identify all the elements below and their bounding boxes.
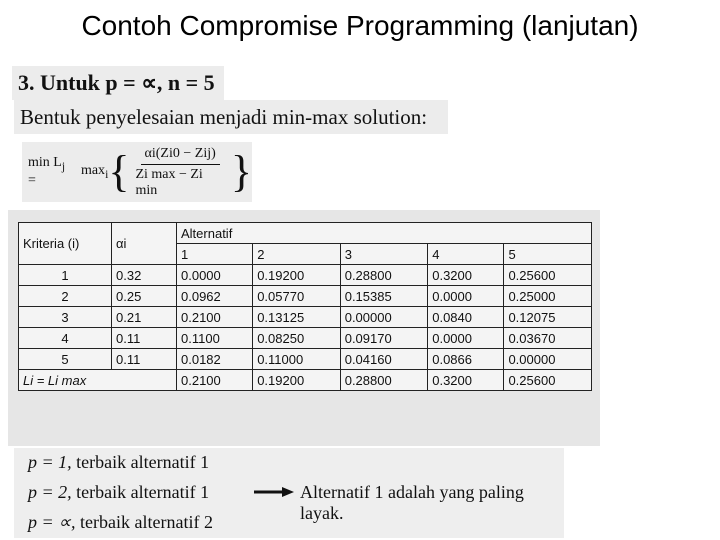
- formula-max: $\max_i$: [80, 163, 109, 181]
- footer-label: Li = Li max: [19, 370, 177, 391]
- header-alpha: αi: [112, 223, 177, 265]
- header-alt-3: 3: [340, 244, 428, 265]
- header-alt-1: 1: [177, 244, 253, 265]
- header-criteria: Kriteria (i): [19, 223, 112, 265]
- formula-denominator: Zi max − Zi min: [135, 166, 203, 198]
- formula-lhs: $\min L_j$ =: [28, 155, 66, 188]
- header-alt-5: 5: [504, 244, 592, 265]
- table-row: 4 0.11 0.1100 0.08250 0.09170 0.0000 0.03670: [19, 328, 592, 349]
- table-footer-row: Li = Li max 0.2100 0.19200 0.28800 0.3200 0.25600: [19, 370, 592, 391]
- table-row: 1 0.32 0.0000 0.19200 0.28800 0.3200 0.25600: [19, 265, 592, 286]
- page-title: Contoh Compromise Programming (lanjutan): [81, 10, 639, 41]
- subtitle: Bentuk penyelesaian menjadi min-max solution:: [14, 100, 448, 134]
- results-table: [18, 222, 592, 391]
- results-table-scan: [8, 210, 600, 446]
- header-alt-2: 2: [253, 244, 341, 265]
- arrow-right-icon: [254, 487, 294, 497]
- min-max-formula: [22, 142, 252, 202]
- table-row: 5 0.11 0.0182 0.11000 0.04160 0.0866 0.00000: [19, 349, 592, 370]
- table-row: 3 0.21 0.2100 0.13125 0.00000 0.0840 0.12075: [19, 307, 592, 328]
- conclusion-line-1: p = 1, terbaik alternatif 1: [28, 452, 210, 472]
- table-header-row: [19, 223, 592, 244]
- conclusion-panel: [14, 448, 564, 538]
- conclusion-line-2: p = 2, terbaik alternatif 1: [28, 482, 210, 502]
- conclusion-line-3: p = ∝, terbaik alternatif 2: [28, 512, 213, 532]
- header-alternatif: Alternatif: [177, 223, 592, 244]
- formula-fraction: [131, 146, 228, 199]
- table-row: 2 0.25 0.0962 0.05770 0.15385 0.0000 0.25000: [19, 286, 592, 307]
- final-statement: Alternatif 1 adalah yang paling layak.: [300, 482, 524, 523]
- formula-numerator: αi(Zi0 − Zij): [141, 146, 220, 165]
- left-brace-icon: {: [108, 147, 130, 196]
- section-heading: 3. Untuk p = ∝, n = 5: [12, 66, 224, 100]
- header-alt-4: 4: [428, 244, 504, 265]
- right-brace-icon: }: [230, 147, 252, 196]
